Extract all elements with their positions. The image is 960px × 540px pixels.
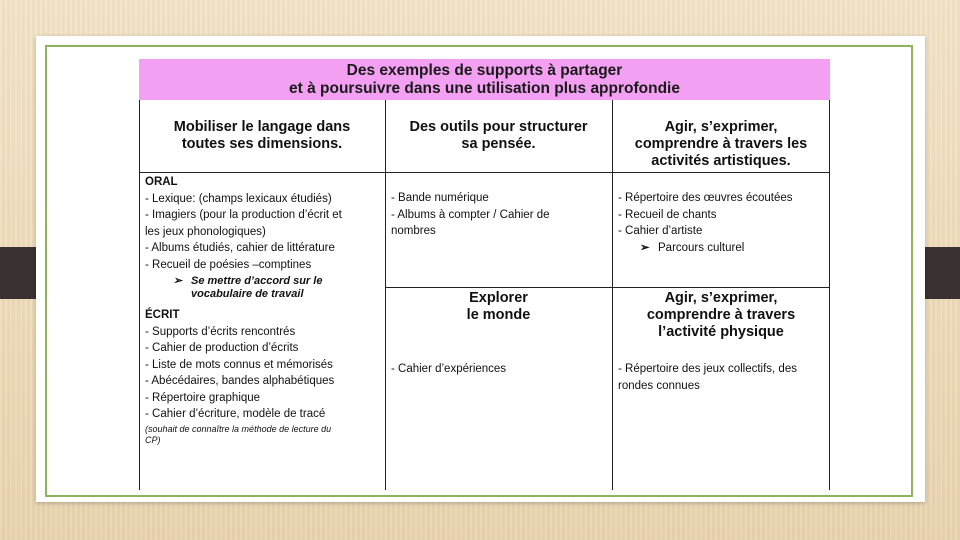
oral-highlight-line: Se mettre d’accord sur le xyxy=(191,275,323,287)
col3-highlight-text: Parcours culturel xyxy=(658,241,745,254)
list-item: - Répertoire graphique xyxy=(145,391,261,404)
col2-lower-content xyxy=(391,361,609,378)
header-col3 xyxy=(612,119,830,170)
oral-heading: ORAL xyxy=(145,176,178,188)
list-item: - Albums étudiés, cahier de littérature xyxy=(145,242,335,254)
header-col2-line: sa pensée. xyxy=(461,136,536,152)
list-item: - Cahier d’artiste xyxy=(618,225,703,237)
document-table xyxy=(139,59,830,491)
list-item: - Recueil de chants xyxy=(618,208,717,221)
table-border-left xyxy=(139,100,140,490)
list-item: rondes connues xyxy=(618,379,700,392)
col3-lower-content xyxy=(618,361,828,394)
header-col2-line: Des outils pour structurer xyxy=(409,119,588,135)
middle-row-divider xyxy=(385,287,830,288)
list-item: les jeux phonologiques) xyxy=(145,225,266,238)
header-physique-line: comprendre à travers xyxy=(646,307,796,323)
list-item: - Cahier de production d’écrits xyxy=(145,342,299,354)
header-divider xyxy=(139,172,830,173)
title-line-1: Des exemples de supports à partager xyxy=(346,62,623,79)
arrow-bullet-icon: ➢ xyxy=(640,241,650,254)
list-item: - Liste de mots connus et mémorisés xyxy=(145,358,333,371)
col2-content xyxy=(391,190,609,240)
header-col1-line: toutes ses dimensions. xyxy=(181,136,343,152)
list-item: - Répertoire des jeux collectifs, des xyxy=(618,363,797,375)
list-item: - Répertoire des œuvres écoutées xyxy=(618,192,793,204)
oral-highlight-line: vocabulaire de travail xyxy=(191,288,304,300)
header-explorer-line: Explorer xyxy=(469,290,528,306)
list-item: - Cahier d’écriture, modèle de tracé xyxy=(145,408,326,420)
list-item: - Lexique: (champs lexicaux étudiés) xyxy=(145,192,332,205)
oral-highlight xyxy=(145,273,383,301)
list-item: - Recueil de poésies –comptines xyxy=(145,258,312,271)
title-line-2: et à poursuivre dans une utilisation plus approfondie xyxy=(289,80,680,97)
header-col1 xyxy=(139,119,385,153)
header-physique xyxy=(612,290,830,341)
arrow-bullet-icon: ➢ xyxy=(173,275,183,287)
slide-card xyxy=(36,36,925,502)
col1-content xyxy=(145,174,383,446)
ecrit-note-line: (souhait de connaître la méthode de lecture du xyxy=(145,423,332,434)
header-explorer-line: le monde xyxy=(466,307,531,323)
header-col1-line: Mobiliser le langage dans xyxy=(173,119,351,135)
header-col3-line: comprendre à travers les xyxy=(634,136,808,152)
header-physique-line: Agir, s’exprimer, xyxy=(664,290,778,306)
list-item: nombres xyxy=(391,225,436,237)
list-item: - Abécédaires, bandes alphabétiques xyxy=(145,375,335,387)
header-col3-line: activités artistiques. xyxy=(651,153,791,169)
header-col2 xyxy=(385,119,612,153)
list-item: - Imagiers (pour la production d’écrit et xyxy=(145,209,342,221)
header-physique-line: l’activité physique xyxy=(658,324,784,340)
list-item: - Bande numérique xyxy=(391,192,489,204)
table-title xyxy=(139,59,830,100)
col3-content xyxy=(618,190,828,256)
ecrit-note xyxy=(145,423,383,446)
header-explorer xyxy=(385,290,612,324)
col3-highlight xyxy=(618,240,828,257)
ecrit-note-line: CP) xyxy=(145,434,161,445)
ecrit-heading: ÉCRIT xyxy=(145,309,180,321)
list-item: - Albums à compter / Cahier de xyxy=(391,208,550,221)
list-item: - Supports d’écrits rencontrés xyxy=(145,325,296,338)
header-col3-line: Agir, s’exprimer, xyxy=(664,119,778,135)
list-item: - Cahier d’expériences xyxy=(391,363,507,375)
